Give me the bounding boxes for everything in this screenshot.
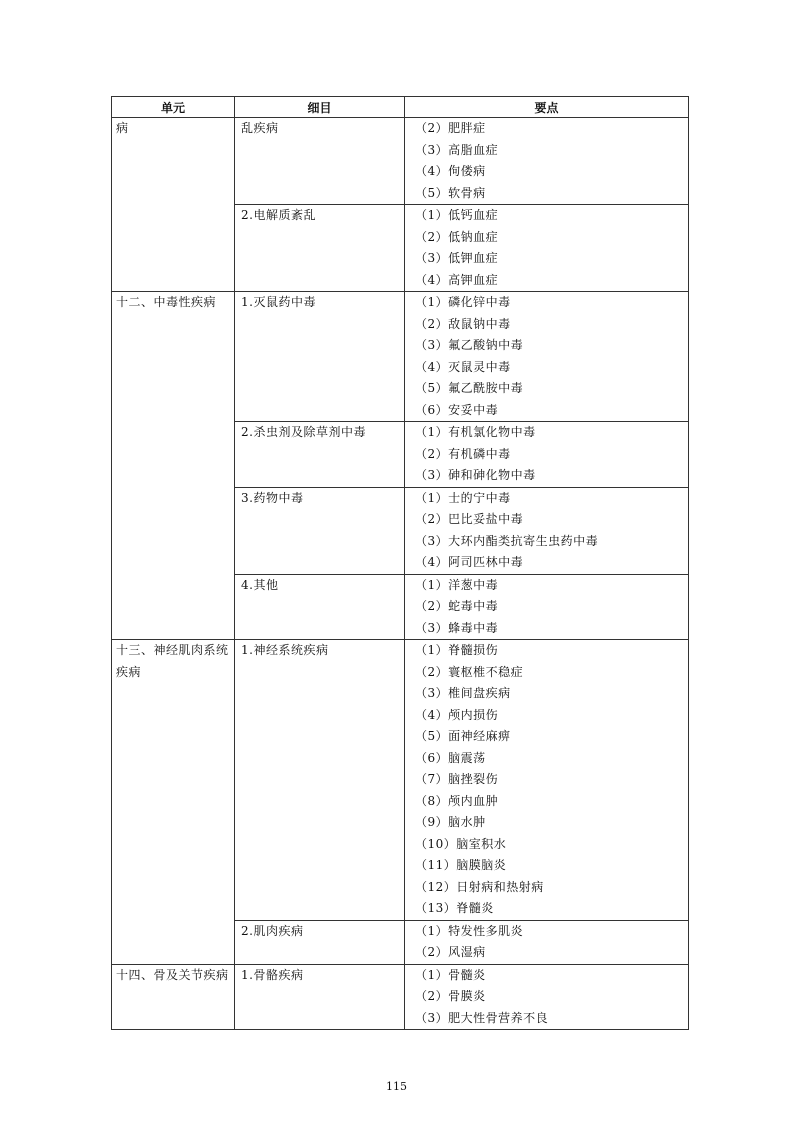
points-cell	[405, 422, 689, 488]
point-item: （4）颅内损伤	[415, 707, 499, 722]
table-row	[112, 640, 689, 921]
points-cell	[405, 920, 689, 964]
item-label: 乱疾病	[241, 121, 279, 135]
point-item: （1）特发性多肌炎	[415, 923, 524, 938]
point-item: （4）阿司匹林中毒	[415, 555, 524, 569]
point-item: （3）高脂血症	[415, 142, 499, 157]
point-item: （13）脊髓炎	[415, 901, 494, 915]
points-cell	[405, 118, 689, 205]
unit-label: 十二、中毒性疾病	[116, 295, 217, 309]
point-item: （3）蜂毒中毒	[415, 620, 499, 635]
item-cell	[235, 640, 405, 921]
unit-cell	[112, 118, 235, 292]
point-item: （2）巴比妥盐中毒	[415, 512, 524, 526]
point-item: （2）骨膜炎	[415, 989, 486, 1003]
item-cell	[235, 487, 405, 574]
points-list	[405, 422, 688, 487]
point-item: （1）士的宁中毒	[415, 490, 511, 505]
point-item: （6）安妥中毒	[415, 402, 499, 417]
point-item: （1）骨髓炎	[415, 967, 486, 982]
points-list	[405, 292, 688, 421]
point-item: （4）灭鼠灵中毒	[415, 359, 511, 374]
point-item: （1）有机氯化物中毒	[415, 425, 536, 439]
point-item: （2）敌鼠钠中毒	[415, 316, 511, 331]
points-list	[405, 921, 688, 964]
points-cell	[405, 640, 689, 921]
table-row	[112, 964, 689, 1030]
point-item: （2）有机磷中毒	[415, 446, 511, 461]
header-item: 细目	[235, 97, 405, 118]
point-item: （3）低钾血症	[415, 251, 499, 265]
point-item: （3）氟乙酸钠中毒	[415, 338, 524, 352]
point-item: （2）肥胖症	[415, 121, 486, 135]
item-cell	[235, 205, 405, 292]
point-item: （5）面神经麻痹	[415, 729, 511, 743]
point-item: （1）脊髓损伤	[415, 643, 499, 657]
point-item: （2）寰枢椎不稳症	[415, 664, 524, 679]
table-row	[112, 292, 689, 422]
points-cell	[405, 964, 689, 1030]
page-number: 115	[386, 1080, 407, 1093]
points-cell	[405, 487, 689, 574]
unit-cell	[112, 640, 235, 965]
unit-label: 十四、骨及关节疾病	[116, 967, 229, 982]
unit-cell	[112, 292, 235, 640]
item-label: 3.药物中毒	[241, 490, 304, 505]
item-cell	[235, 964, 405, 1030]
points-list	[405, 118, 688, 204]
point-item: （3）肥大性骨营养不良	[415, 1010, 549, 1025]
point-item: （7）脑挫裂伤	[415, 772, 499, 786]
point-item: （5）软骨病	[415, 185, 486, 200]
point-item: （1）磷化锌中毒	[415, 295, 511, 309]
points-list	[405, 965, 688, 1030]
point-item: （3）砷和砷化物中毒	[415, 468, 536, 482]
point-item: （2）风湿病	[415, 945, 486, 959]
points-cell	[405, 574, 689, 640]
point-item: （1）低钙血症	[415, 208, 499, 222]
point-item: （8）颅内血肿	[415, 793, 499, 808]
item-cell	[235, 422, 405, 488]
point-item: （9）脑水肿	[415, 815, 486, 829]
header-points: 要点	[405, 97, 689, 118]
point-item: （3）椎间盘疾病	[415, 686, 511, 700]
item-cell	[235, 920, 405, 964]
point-item: （4）高钾血症	[415, 272, 499, 287]
points-cell	[405, 205, 689, 292]
item-label: 1.骨骼疾病	[241, 967, 304, 982]
table-row	[112, 118, 689, 205]
table-body	[112, 118, 689, 1030]
item-label: 4.其他	[241, 577, 279, 592]
item-label: 2.电解质紊乱	[241, 208, 316, 222]
unit-label: 病	[116, 121, 129, 135]
item-cell	[235, 574, 405, 640]
syllabus-table	[111, 96, 689, 1030]
points-list	[405, 205, 688, 291]
point-item: （6）脑震荡	[415, 750, 486, 765]
point-item: （2）低钠血症	[415, 229, 499, 244]
item-label: 1.神经系统疾病	[241, 643, 329, 657]
points-list	[405, 640, 688, 920]
point-item: （2）蛇毒中毒	[415, 599, 499, 613]
points-cell	[405, 292, 689, 422]
item-cell	[235, 118, 405, 205]
point-item: （3）大环内酯类抗寄生虫药中毒	[415, 533, 599, 548]
item-cell	[235, 292, 405, 422]
points-list	[405, 488, 688, 574]
point-item: （10）脑室积水	[415, 836, 507, 851]
point-item: （12）日射病和热射病	[415, 879, 544, 894]
item-label: 2.肌肉疾病	[241, 923, 304, 938]
header-unit: 单元	[112, 97, 235, 118]
item-label: 1.灭鼠药中毒	[241, 295, 316, 309]
points-list	[405, 575, 688, 640]
unit-cell	[112, 964, 235, 1030]
table-header-row	[112, 97, 689, 118]
unit-label: 十三、神经肌肉系统疾病	[116, 643, 229, 679]
point-item: （11）脑膜脑炎	[415, 858, 507, 872]
point-item: （5）氟乙酰胺中毒	[415, 381, 524, 395]
item-label: 2.杀虫剂及除草剂中毒	[241, 425, 366, 439]
point-item: （4）佝偻病	[415, 164, 486, 178]
point-item: （1）洋葱中毒	[415, 577, 499, 592]
